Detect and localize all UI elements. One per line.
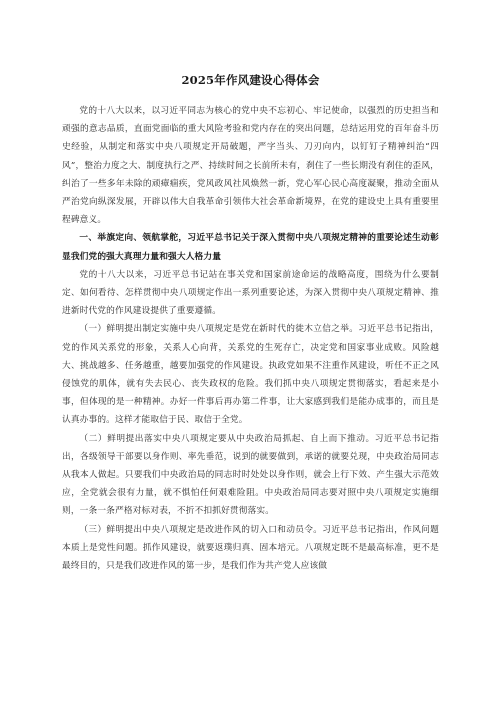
point-3-paragraph: （三）鲜明提出中央八项规定是改进作风的切入口和动员令。习近平总书记指出，作风问题本质上是党性问题。抓作风建设，就要返璞归真、固本培元。八项规定既不是最高标准，更不是最终目的，只是我们改进作风的第一步，是我们作为共产党人应该做	[62, 524, 439, 572]
section-1-intro-paragraph: 党的十八大以来，习近平总书记站在事关党和国家前途命运的战略高度，围绕为什么要制定、如何看待、怎样贯彻中央八项规定作出一系列重要论述，为深入贯彻中央八项规定精神、推进新时代党的作风建设提供了重要遵循。	[62, 269, 439, 317]
point-1-paragraph: （一）鲜明提出制定实施中央八项规定是党在新时代的徙木立信之举。习近平总书记指出，党的作风关系党的形象，关系人心向背，关系党的生死存亡，决定党和国家事业成败。风险越大、挑战越多、任务越重，越要加强党的作风建设。执政党如果不注重作风建设，听任不正之风侵蚀党的肌体，就有失去民心、丧失政权的危险。我们抓中央八项规定贯彻落实，看起来是小事，但体现的是一种精神。办好一件事后再办第二件事，让大家感到我们是能办成事的，而且是认真办事的。这样才能取信于民、取信于全党。	[62, 324, 439, 426]
document-body	[62, 72, 439, 575]
intro-paragraph: 党的十八大以来，以习近平同志为核心的党中央不忘初心、牢记使命，以强烈的历史担当和顽强的意志品质，直面党面临的重大风险考验和党内存在的突出问题，总结运用党的百年奋斗历史经验，从制定和落实中央八项规定开局破题，严字当头、刀刃向内，以钉钉子精神纠治“四风”，整治力度之大、制度执行之严、持续时间之长前所未有，刹住了一些长期没有刹住的歪风，纠治了一些多年未除的顽瘴痼疾，党风政风社风焕然一新，党心军心民心高度凝聚，推动全面从严治党向纵深发展，开辟以伟大自我革命引领伟大社会革命新境界，在党的建设史上具有重要里程碑意义。	[62, 106, 439, 226]
document-title: 2025年作风建设心得体会	[181, 73, 320, 87]
section-heading-1: 一、举旗定向、领航掌舵，习近平总书记关于深入贯彻中央八项规定精神的重要论述生动彰显我们党的强大真理力量和强大人格力量	[62, 233, 439, 262]
point-2-paragraph: （二）鲜明提出落实中央八项规定要从中央政治局抓起、自上而下推动。习近平总书记指出，各级领导干部要以身作则、率先垂范，说到的就要做到，承诺的就要兑现，中央政治局同志从我本人做起。只要我们中央政治局的同志时时处处以身作则，就会上行下效、产生强大示范效应，全党就会很有力量，就不惧怕任何艰难险阻。中央政治局同志要对照中央八项规定实施细则，一条一条严格对标对表，不折不扣抓好贯彻落实。	[62, 433, 439, 517]
